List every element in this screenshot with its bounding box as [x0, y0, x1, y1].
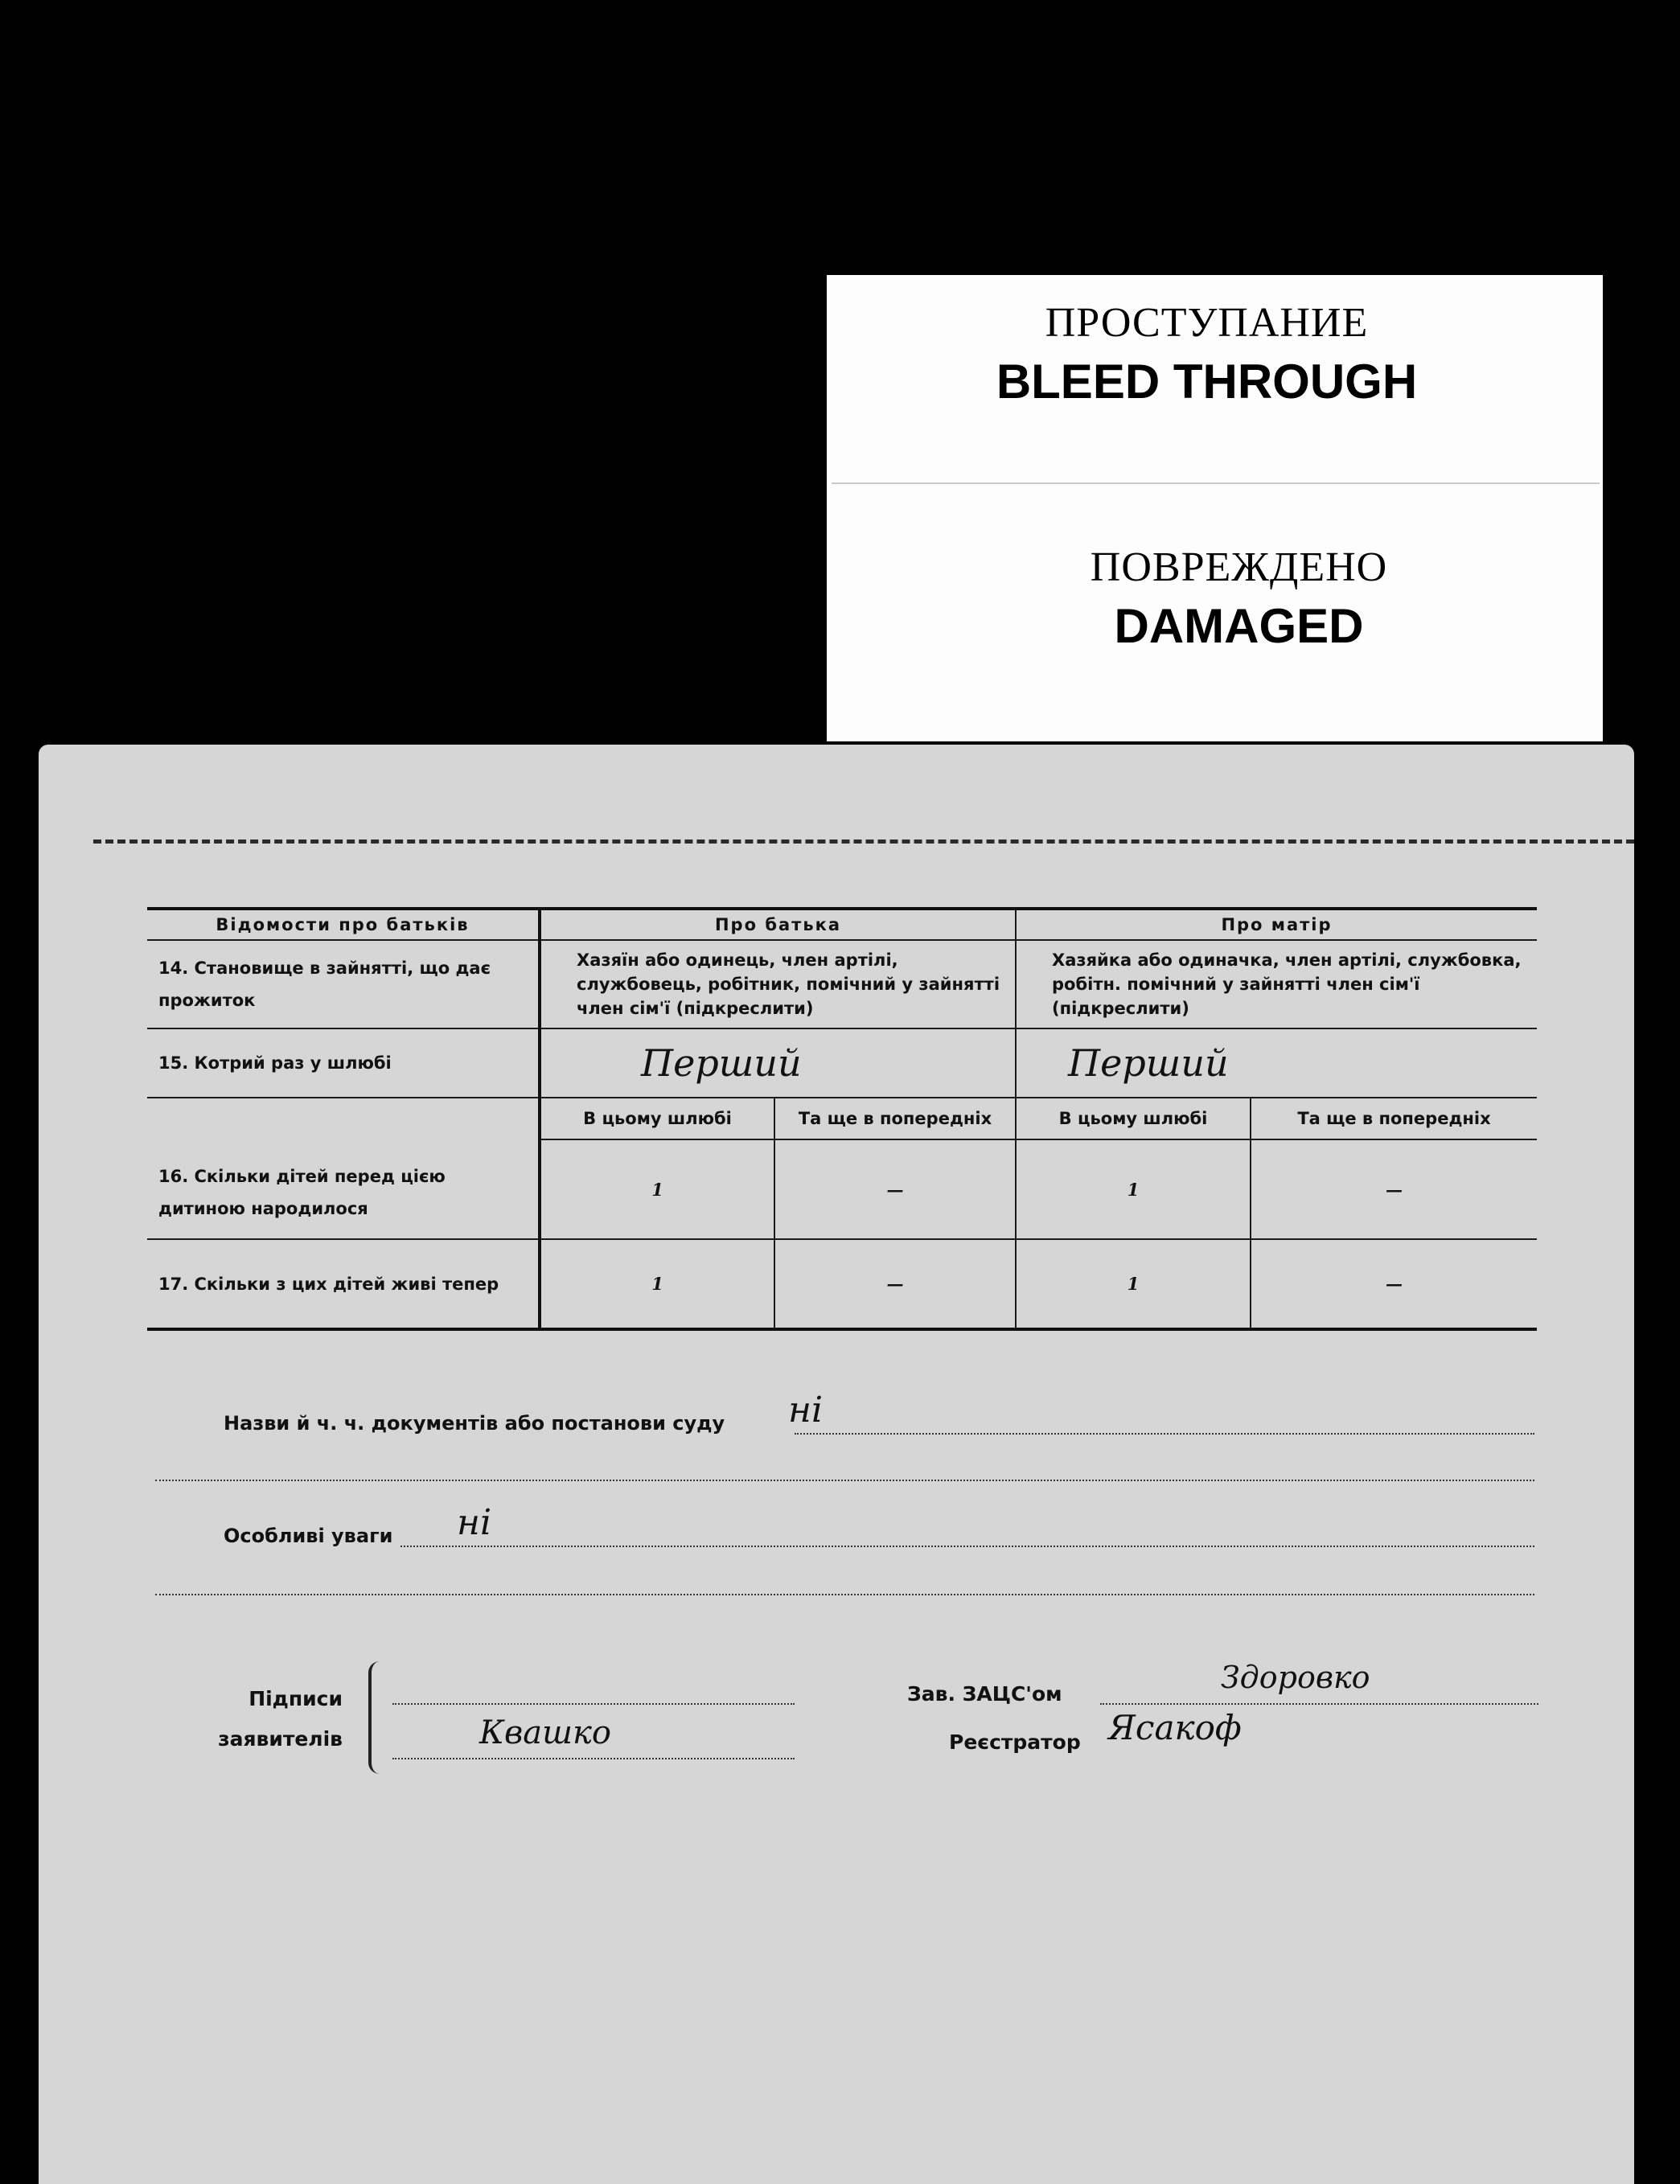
documents-line-2: [155, 1480, 1534, 1481]
form-sheet: [39, 745, 1634, 2184]
applicants-label-2: заявителів: [218, 1727, 343, 1751]
applicant-line-1: [392, 1703, 795, 1705]
row17-father-prev: —: [774, 1239, 1016, 1329]
applicant-line-2: [392, 1758, 795, 1759]
row14-label: 14. Становище в зайнятті, що дає прожиток: [147, 940, 540, 1028]
subheader-this-marriage-father: В цьому шлюбі: [540, 1098, 774, 1139]
row15-label: 15. Котрий раз у шлюбі: [147, 1028, 540, 1098]
subheader-this-marriage-mother: В цьому шлюбі: [1016, 1098, 1251, 1139]
head-of-registry-label: Зав. ЗАЦС'ом: [907, 1682, 1062, 1706]
documents-line: [795, 1433, 1534, 1435]
applicants-label-1: Підписи: [249, 1687, 343, 1710]
row15-father-value: Перший: [641, 1041, 802, 1085]
row17-father-this: 1: [540, 1239, 774, 1329]
subheader-previous-mother: Та ще в попередніх: [1251, 1098, 1537, 1139]
row15-mother-value: Перший: [1068, 1041, 1229, 1085]
documents-value: ні: [788, 1390, 824, 1431]
registrar-label: Реєстратор: [949, 1730, 1081, 1754]
row17-mother-prev: —: [1251, 1239, 1537, 1329]
card-fold-divider: [832, 482, 1600, 484]
row15-mother-cell: [1016, 1028, 1537, 1098]
row14-father-options: Хазяїн або одинець, член артілі, службовець, робітник, помічний у зайнятті член сім'ї (підкреслити): [540, 940, 1016, 1028]
row16-mother-prev: —: [1251, 1139, 1537, 1239]
remarks-value: ні: [457, 1502, 492, 1543]
row14-mother-options: Хазяйка або одиначка, член артілі, службовка, робітн. помічний у зайнятті член сім'ї (підкреслити): [1016, 940, 1537, 1028]
remarks-line-2: [155, 1594, 1534, 1595]
parents-info-table: [147, 907, 1537, 1331]
bleed-through-en: BLEED THROUGH: [996, 355, 1418, 408]
row17-mother-this: 1: [1016, 1239, 1251, 1329]
perforation-line: [93, 840, 1634, 844]
row15-father-cell: [540, 1028, 1016, 1098]
documents-label: Назви й ч. ч. документів або постанови суду: [224, 1412, 725, 1435]
header-mother: Про матір: [1016, 909, 1537, 940]
registrar-signature: Ясакоф: [1108, 1708, 1242, 1747]
applicants-brace: [368, 1661, 388, 1774]
row17-label: 17. Скільки з цих дітей живі тепер: [147, 1239, 540, 1329]
subheader-previous-father: Та ще в попередніх: [774, 1098, 1016, 1139]
remarks-label: Особливі уваги: [224, 1525, 393, 1547]
row16-father-this: 1: [540, 1139, 774, 1239]
remarks-line: [400, 1546, 1534, 1547]
header-father: Про батька: [540, 909, 1016, 940]
row16-mother-this: 1: [1016, 1139, 1251, 1239]
row16-father-prev: —: [774, 1139, 1016, 1239]
bleed-through-ru: ПРОСТУПАНИЕ: [1045, 300, 1369, 346]
damaged-en: DAMAGED: [1114, 599, 1364, 653]
head-line: [1100, 1703, 1538, 1705]
row16-label: 16. Скільки дітей перед цією дитиною народилося: [147, 1098, 540, 1239]
head-signature: Здоровко: [1221, 1660, 1370, 1695]
damaged-ru: ПОВРЕЖДЕНО: [1090, 544, 1388, 590]
applicant-signature: Квашко: [479, 1714, 611, 1751]
header-parents-info: Відомости про батьків: [147, 909, 540, 940]
